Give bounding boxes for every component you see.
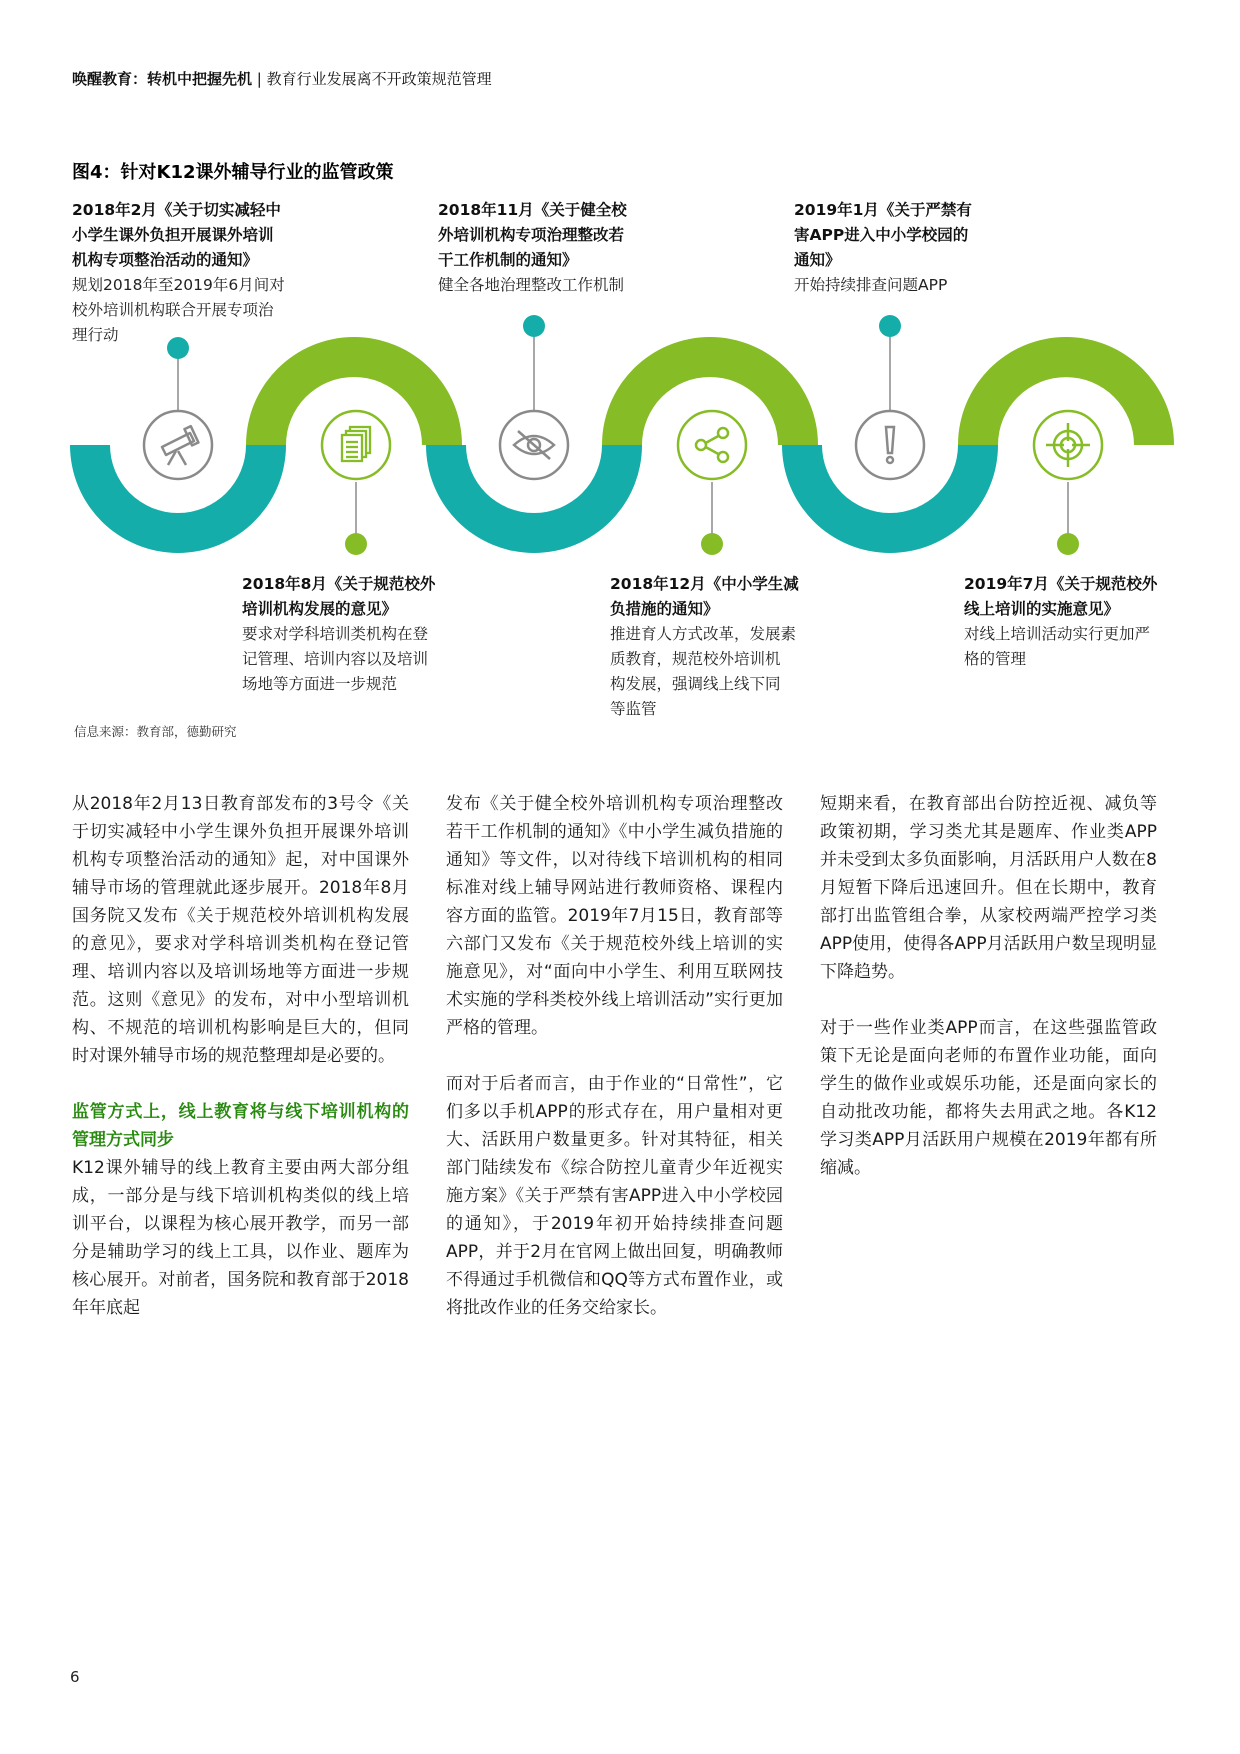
event-desc-line: 校外培训机构联合开展专项治 bbox=[72, 301, 274, 319]
event-title-line: 负措施的通知》 bbox=[610, 600, 719, 618]
event-title-line: 通知》 bbox=[794, 251, 841, 269]
event-title-line: 线上培训的实施意见》 bbox=[964, 600, 1120, 618]
event-title-line: 害APP进入中小学校园的 bbox=[794, 226, 969, 244]
header-subtitle: 教育行业发展离不开政策规范管理 bbox=[266, 70, 492, 88]
event-title-line: 2018年11月《关于健全校 bbox=[438, 201, 627, 219]
body-column-2 bbox=[446, 790, 783, 1350]
connector-dot-5 bbox=[879, 315, 901, 337]
paragraph: 而对于后者而言，由于作业的“日常性”，它们多以手机APP的形式存在，用户量相对更大、活跃用户数量更多。针对其特征，相关部门陆续发布《综合防控儿童青少年近视实施方案》《关于严禁有害APP进入中小学校园的通知》，于2019年初开始持续排查问题APP，并于2月在官网上做出回复，明确教师不得通过手机微信和QQ等方式布置作业，或将批改作业的任务交给家长。 bbox=[446, 1074, 783, 1318]
event-title-line: 2018年8月《关于规范校外 bbox=[242, 575, 436, 593]
exclamation-icon bbox=[856, 411, 924, 479]
event-desc-line: 场地等方面进一步规范 bbox=[242, 675, 398, 693]
paragraph: 发布《关于健全校外培训机构专项治理整改若干工作机制的通知》《中小学生减负措施的通知》等文件，以对待线下培训机构的相同标准对线上辅导网站进行教师资格、课程内容方面的监管。2019年7月15日，教育部等六部门又发布《关于规范校外线上培训的实施意见》，对“面向中小学生、利用互联网技术实施的学科类校外线上培训活动”实行更加严格的管理。 bbox=[446, 794, 783, 1038]
event-desc-line: 开始持续排查问题APP bbox=[794, 276, 948, 294]
telescope-icon bbox=[144, 411, 212, 479]
connector-dot-4 bbox=[701, 533, 723, 555]
connector-dot-2 bbox=[345, 533, 367, 555]
share-icon bbox=[678, 411, 746, 479]
timeline-event-6 bbox=[964, 572, 1214, 672]
event-desc-line: 等监管 bbox=[610, 700, 657, 718]
timeline-event-2 bbox=[242, 572, 492, 697]
timeline-event-1 bbox=[72, 198, 322, 348]
header-divider: | bbox=[256, 70, 267, 88]
body-column-1 bbox=[72, 790, 409, 1350]
paragraph: 对于一些作业类APP而言，在这些强监管政策下无论是面向老师的布置作业功能，面向学生的做作业或娱乐功能，还是面向家长的自动批改功能，都将失去用武之地。各K12学习类APP月活跃用户规模在2019年都有所缩减。 bbox=[820, 1018, 1157, 1178]
event-title-line: 2019年1月《关于严禁有 bbox=[794, 201, 972, 219]
paragraph: K12课外辅导的线上教育主要由两大部分组成，一部分是与线下培训机构类似的线上培训平台，以课程为核心展开教学，而另一部分是辅助学习的线上工具，以作业、题库为核心展开。对前者，国务院和教育部于2018年年底起 bbox=[72, 1158, 409, 1318]
event-desc-line: 要求对学科培训类机构在登 bbox=[242, 625, 429, 643]
event-desc-line: 理行动 bbox=[72, 326, 119, 344]
event-desc-line: 记管理、培训内容以及培训 bbox=[242, 650, 429, 668]
event-desc-line: 质教育，规范校外培训机 bbox=[610, 650, 781, 668]
event-desc-line: 推进育人方式改革，发展素 bbox=[610, 625, 797, 643]
figure-title: 图4：针对K12课外辅导行业的监管政策 bbox=[72, 162, 394, 183]
paragraph: 从2018年2月13日教育部发布的3号令《关于切实减轻中小学生课外负担开展课外培训机构专项整治活动的通知》起，对中国课外辅导市场的管理就此逐步展开。2018年8月国务院又发布《关于规范校外培训机构发展的意见》，要求对学科培训类机构在登记管理、培训内容以及培训场地等方面进一步规范。这则《意见》的发布，对中小型培训机构、不规范的培训机构影响是巨大的，但同时对课外辅导市场的规范整理却是必要的。 bbox=[72, 794, 409, 1066]
paragraph: 短期来看，在教育部出台防控近视、减负等政策初期，学习类尤其是题库、作业类APP并未受到太多负面影响，月活跃用户人数在8月短暂下降后迅速回升。但在长期中，教育部打出监管组合拳，从家校两端严控学习类APP使用，使得各APP月活跃用户数呈现明显下降趋势。 bbox=[820, 794, 1157, 982]
event-desc-line: 对线上培训活动实行更加严 bbox=[964, 625, 1151, 643]
page-number: 6 bbox=[70, 1668, 80, 1686]
header-title: 唤醒教育：转机中把握先机 bbox=[72, 70, 253, 88]
timeline-event-3 bbox=[438, 198, 688, 298]
timeline-event-5 bbox=[794, 198, 1044, 298]
event-title-line: 2018年2月《关于切实减轻中 bbox=[72, 201, 281, 219]
body-column-3 bbox=[820, 790, 1157, 1210]
event-desc-line: 健全各地治理整改工作机制 bbox=[438, 276, 625, 294]
timeline-event-4 bbox=[610, 572, 860, 722]
event-title-line: 机构专项整治活动的通知》 bbox=[72, 251, 259, 269]
documents-icon bbox=[322, 411, 390, 479]
event-desc-line: 构发展，强调线上线下同 bbox=[610, 675, 781, 693]
event-desc-line: 格的管理 bbox=[964, 650, 1027, 668]
event-title-line: 培训机构发展的意见》 bbox=[242, 600, 398, 618]
event-title-line: 2018年12月《中小学生减 bbox=[610, 575, 799, 593]
event-title-line: 2019年7月《关于规范校外 bbox=[964, 575, 1158, 593]
figure-source: 信息来源：教育部，德勤研究 bbox=[74, 724, 237, 739]
section-subheading: 监管方式上，线上教育将与线下培训机构的管理方式同步 bbox=[72, 1102, 409, 1150]
event-title-line: 小学生课外负担开展课外培训 bbox=[72, 226, 274, 244]
event-title-line: 干工作机制的通知》 bbox=[438, 251, 578, 269]
event-desc-line: 规划2018年至2019年6月间对 bbox=[72, 276, 285, 294]
connector-dot-3 bbox=[523, 315, 545, 337]
connector-dot-6 bbox=[1057, 533, 1079, 555]
target-icon bbox=[1034, 411, 1102, 479]
event-title-line: 外培训机构专项治理整改若 bbox=[438, 226, 625, 244]
eye-slash-icon bbox=[500, 411, 568, 479]
